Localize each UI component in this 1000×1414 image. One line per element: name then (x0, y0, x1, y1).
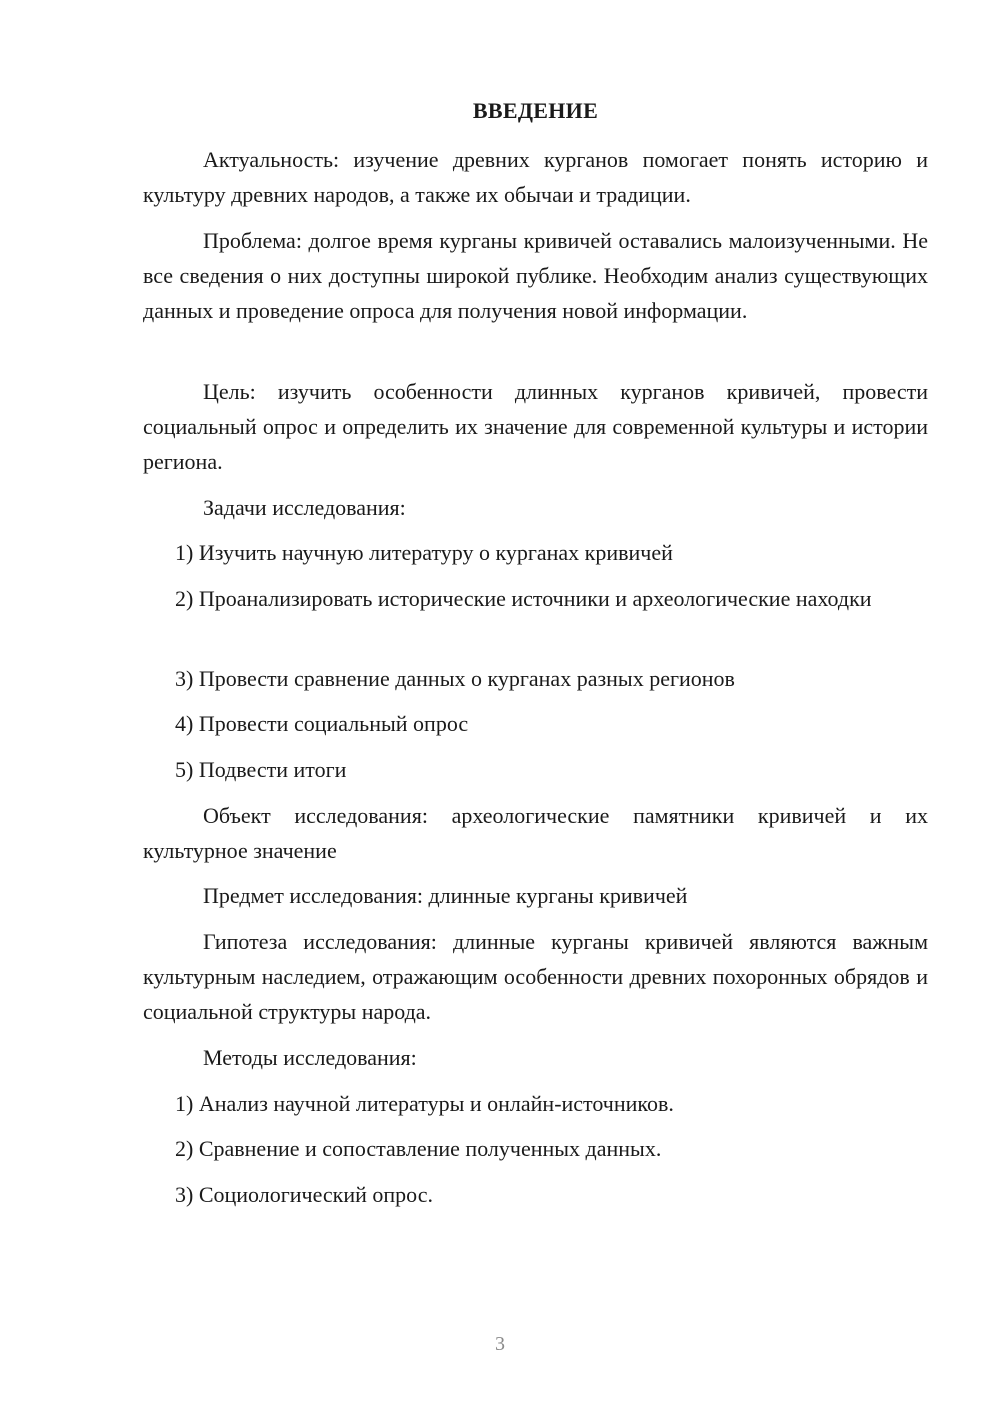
paragraph-relevance: Актуальность: изучение древних курганов помогает понять историю и культуру древних народов, а также их обычаи и традиции. (143, 147, 928, 207)
paragraph-goal: Цель: изучить особенности длинных курганов кривичей, провести социальный опрос и определить их значение для современной культуры и истории региона. (143, 379, 928, 474)
task-item-3: 3) Провести сравнение данных о курганах разных регионов (175, 666, 735, 691)
method-item-2: 2) Сравнение и сопоставление полученных данных. (175, 1136, 662, 1161)
task-item-2: 2) Проанализировать исторические источники и археологические находки (175, 586, 872, 611)
task-item-1: 1) Изучить научную литературу о курганах кривичей (175, 540, 673, 565)
method-item-3: 3) Социологический опрос. (175, 1182, 433, 1207)
task-item-4: 4) Провести социальный опрос (175, 711, 469, 736)
paragraph-hypothesis: Гипотеза исследования: длинные курганы кривичей являются важным культурным наследием, отражающим особенности древних похоронных обрядов и социальной структуры народа. (143, 929, 928, 1024)
task-item-5: 5) Подвести итоги (175, 757, 347, 782)
method-item-1: 1) Анализ научной литературы и онлайн-источников. (175, 1091, 674, 1116)
page-number: 3 (495, 1333, 505, 1355)
paragraph-problem: Проблема: долгое время курганы кривичей оставались малоизученными. Не все сведения о них доступны широкой публике. Необходим анализ существующих данных и проведение опроса для получения новой информации. (143, 228, 928, 323)
paragraph-tasks-heading: Задачи исследования: (203, 495, 406, 520)
paragraph-subject: Предмет исследования: длинные курганы кривичей (203, 883, 688, 908)
paragraph-object: Объект исследования: археологические памятники кривичей и их культурное значение (143, 803, 928, 863)
paragraph-methods-heading: Методы исследования: (203, 1045, 417, 1070)
section-heading: ВВЕДЕНИЕ (472, 98, 599, 123)
